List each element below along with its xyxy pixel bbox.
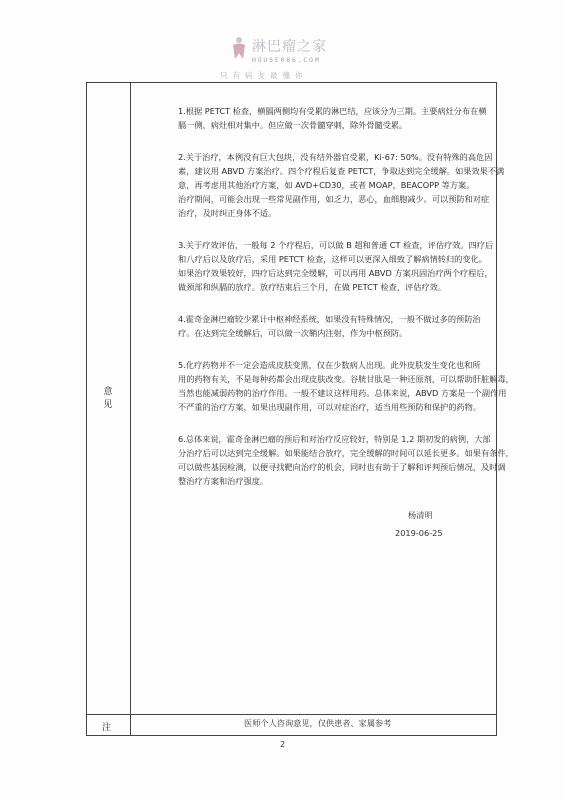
text-line: 可以做些基因检测，以便寻找靶向治疗的机会，同时也有助于了解和评判预后情况，及时调	[178, 462, 506, 472]
text-line: 素，建议用 ABVD 方案治疗。四个疗程后复查 PETCT，争取达到完全缓解。如果效果不满	[178, 166, 505, 176]
text-line: 膈一侧，病灶相对集中。但应做一次骨髓穿刺，除外骨髓受累。	[178, 120, 408, 130]
page-number: 2	[280, 740, 286, 749]
text-line: 5.化疗药物并不一定会造成皮肤变黑，仅在少数病人出现。此外皮肤发生变化也和所	[178, 360, 481, 370]
text-line: 治疗期间，可能会出现一些常见副作用，如乏力，恶心，血细胞减少。可以预防和对症	[178, 194, 490, 204]
text-line: 用的药物有关，不是每种药都会出现皮肤改变。谷胱甘肽是一种还原剂，可以帮助肝脏解毒，	[178, 374, 514, 384]
text-line: 意，再考虑用其他治疗方案，如 AVD+CD30，或者 MOAP，BEACOPP 等方案。	[178, 180, 475, 190]
text-line: 当然也能减弱药物的治疗作用。一般不建议这样用药。总体来说，ABVD 方案是一个副作用	[178, 388, 507, 398]
paragraph-3	[170, 238, 494, 294]
paragraph-2	[170, 150, 505, 220]
doctor-signature: 杨清明	[408, 510, 433, 520]
text-line: 如果治疗效果较好，四疗后达到完全缓解，可以再用 ABVD 方案巩固治疗两个疗程后，	[178, 268, 493, 278]
text-line: 6.总体来说，霍奇金淋巴瘤的预后和对治疗反应较好，特别是 1,2 期初发的病例，大部	[178, 434, 491, 444]
table-row-divider	[86, 714, 497, 715]
site-domain: HOUSE086.COM	[252, 56, 321, 64]
ribbon-figure-icon	[230, 36, 248, 60]
text-line: 分治疗后可以达到完全缓解。如果能结合放疗，完全缓解的时间可以延长更多。如果有条件，	[178, 448, 514, 458]
text-line: 治疗，及时纠正身体不适。	[178, 208, 277, 218]
opinion-label: 意见	[103, 387, 113, 410]
text-line: 做颈部和纵膈的放疗。放疗结束后三个月，在做 PETCT 检查，评估疗效。	[178, 282, 446, 292]
site-name: 淋巴瘤之家	[252, 39, 327, 55]
paragraph-4	[170, 312, 488, 340]
paragraph-1	[170, 104, 488, 132]
footnote-text: 医师个人咨询意见，仅供患者、家属参考	[244, 718, 392, 728]
paragraph-5	[170, 358, 514, 414]
text-line: 3.关于疗效评估，一般每 2 个疗程后，可以做 B 超和普通 CT 检查，评估疗效。四疗后	[178, 240, 494, 250]
note-label: 注	[102, 723, 112, 733]
text-line: 整治疗方案和治疗强度。	[178, 476, 269, 486]
text-line: 1.根据 PETCT 检查，横膈两侧均有受累的淋巴结，应该分为三期。主要病灶分布在横	[178, 106, 487, 116]
paragraph-6	[170, 432, 514, 488]
text-line: 4.霍奇金淋巴瘤较少累计中枢神经系统，如果没有特殊情况，一般不做过多的预防治	[178, 314, 481, 324]
site-logo	[218, 30, 348, 82]
text-line: 疗。在达到完全缓解后，可以做一次鞘内注射，作为中枢预防。	[178, 328, 408, 338]
table-column-divider	[130, 82, 131, 736]
text-line: 2.关于治疗，本例没有巨大包块，没有结外器官受累，Ki-67: 50%。没有特殊的高危因	[178, 152, 493, 162]
signature-date: 2019-06-25	[395, 528, 443, 538]
text-line: 不严重的治疗方案，如果出现副作用，可以对症治疗，适当用些预防和保护的药物。	[178, 402, 481, 412]
text-line: 和八疗后以及放疗后，采用 PETCT 检查，这样可以更深入细致了解病情转归的变化。	[178, 254, 487, 264]
site-slogan: 只有病友最懂你	[220, 71, 308, 80]
opinion-content	[170, 104, 514, 488]
